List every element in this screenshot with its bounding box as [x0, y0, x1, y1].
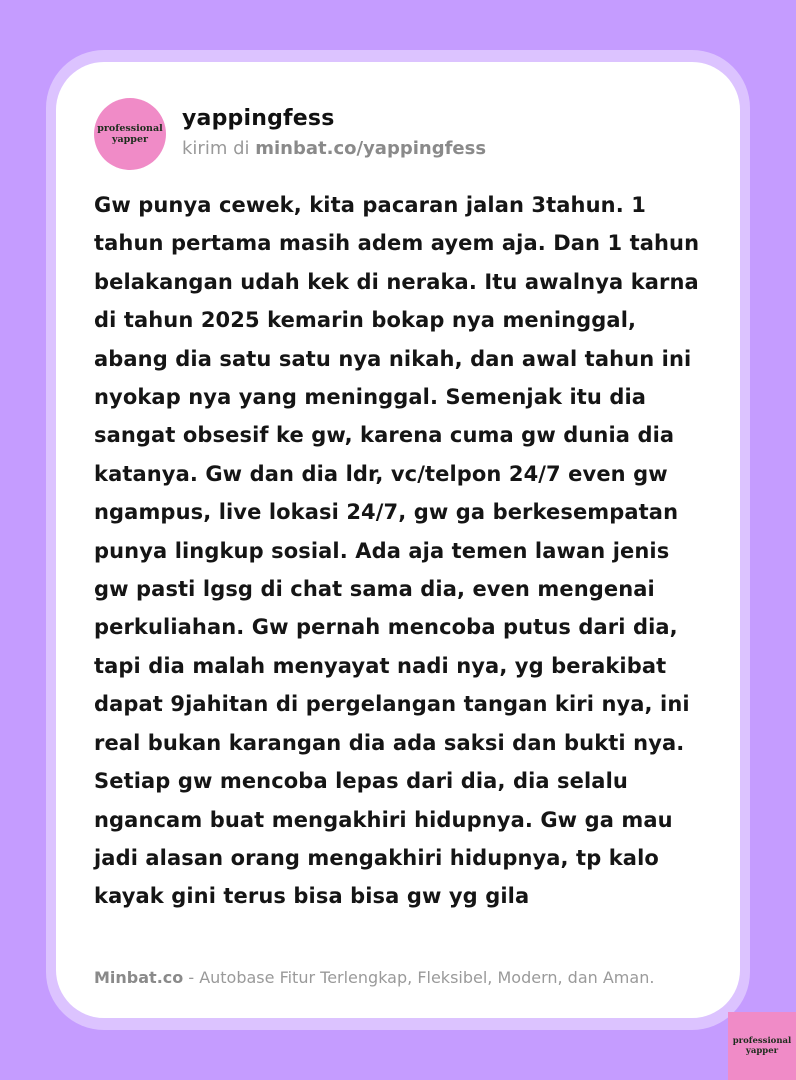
post-card	[56, 62, 740, 1018]
send-link[interactable]: minbat.co/yappingfess	[255, 138, 487, 159]
avatar[interactable]	[94, 98, 166, 170]
watermark-logo	[728, 1012, 796, 1080]
watermark-text: professional yapper	[732, 1036, 792, 1056]
send-line	[182, 138, 486, 159]
avatar-logo-text: professional yapper	[97, 123, 163, 145]
send-prefix: kirim di	[182, 138, 250, 159]
footer-brand[interactable]: Minbat.co	[94, 968, 184, 987]
footer-tagline: - Autobase Fitur Terlengkap, Fleksibel, Modern, dan Aman.	[183, 968, 655, 987]
account-name[interactable]: yappingfess	[182, 106, 335, 131]
post-body: Gw punya cewek, kita pacaran jalan 3tahun. 1 tahun pertama masih adem ayem aja. Dan 1 tahun belakangan udah kek di neraka. Itu awalnya karna di tahun 2025 kemarin bokap nya meninggal, abang dia satu satu nya nikah, dan awal tahun ini nyokap nya yang meninggal. Semenjak itu dia sangat obsesif ke gw, karena cuma gw dunia dia katanya. Gw dan dia ldr, vc/telpon 24/7 even gw ngampus, live lokasi 24/7, gw ga berkesempatan punya lingkup sosial. Ada aja temen lawan jenis gw pasti lgsg di chat sama dia, even mengenai perkuliahan. Gw pernah mencoba putus dari dia, tapi dia malah menyayat nadi nya, yg berakibat dapat 9jahitan di pergelangan tangan kiri nya, ini real bukan karangan dia ada saksi dan bukti nya. Setiap gw mencoba lepas dari dia, dia selalu ngancam buat mengakhiri hidupnya. Gw ga mau jadi alasan orang mengakhiri hidupnya, tp kalo kayak gini terus bisa bisa gw yg gila	[94, 193, 700, 909]
footer	[94, 968, 654, 987]
